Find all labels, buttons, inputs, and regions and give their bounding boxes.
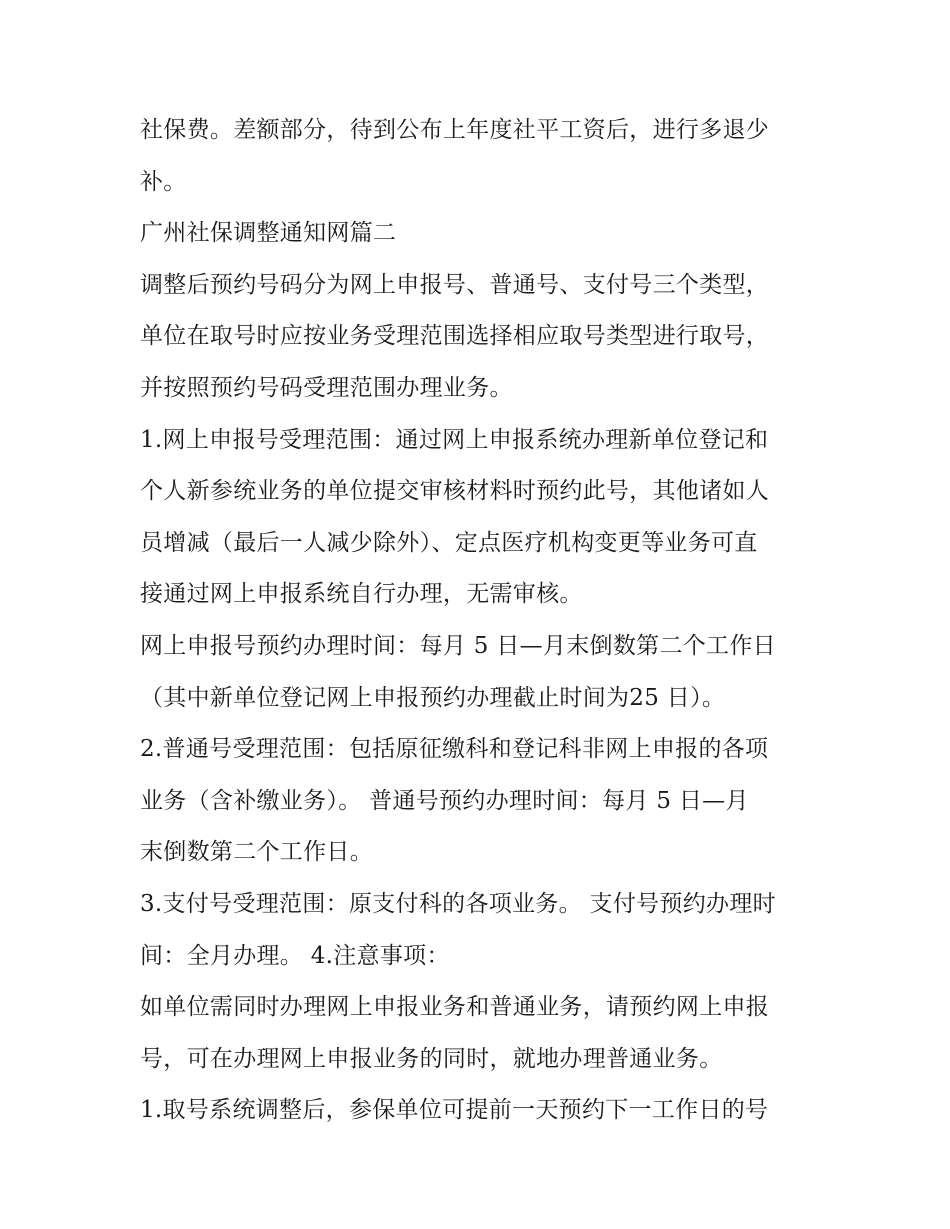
- text-line: 个人新参统业务的单位提交审核材料时预约此号，其他诸如人: [140, 478, 770, 505]
- text-line: 号，可在办理网上申报业务的同时，就地办理普通业务。: [140, 1045, 723, 1072]
- text-line: 补。: [140, 168, 187, 195]
- document-body: [140, 110, 830, 1142]
- text-line: 1.网上申报号受理范围：通过网上申报系统办理新单位登记和: [140, 426, 769, 453]
- text-line: 并按照预约号码受理范围办理业务。: [140, 374, 513, 401]
- text-line: （其中新单位登记网上申报预约办理截止时间为25 日）。: [140, 684, 726, 711]
- text-line: 网上申报号预约办理时间：每月 5 日—月末倒数第二个工作日: [140, 632, 776, 659]
- text-line: 社保费。差额部分，待到公布上年度社平工资后，进行多退少: [140, 117, 770, 143]
- text-line: 单位在取号时应按业务受理范围选择相应取号类型进行取号，: [140, 323, 770, 350]
- text-line: 1.取号系统调整后，参保单位可提前一天预约下一工作日的号: [140, 1097, 769, 1124]
- text-line: 如单位需同时办理网上申报业务和普通业务，请预约网上申报: [140, 994, 770, 1021]
- text-line: 员增减（最后一人减少除外）、定点医疗机构变更等业务可直: [140, 529, 758, 556]
- section-heading: 广州社保调整通知网篇二: [140, 220, 397, 247]
- text-line: 3.支付号受理范围：原支付科的各项业务。 支付号预约办理时: [140, 890, 776, 917]
- text-line: 接通过网上申报系统自行办理，无需审核。: [140, 581, 583, 608]
- text-line: 2.普通号受理范围：包括原征缴科和登记科非网上申报的各项: [140, 736, 769, 763]
- text-line: 末倒数第二个工作日。: [140, 839, 373, 866]
- text-line: 调整后预约号码分为网上申报号、普通号、支付号三个类型，: [140, 271, 770, 298]
- text-line: 间：全月办理。 4.注意事项：: [140, 942, 450, 969]
- text-line: 业务（含补缴业务）。 普通号预约办理时间：每月 5 日—月: [140, 787, 749, 814]
